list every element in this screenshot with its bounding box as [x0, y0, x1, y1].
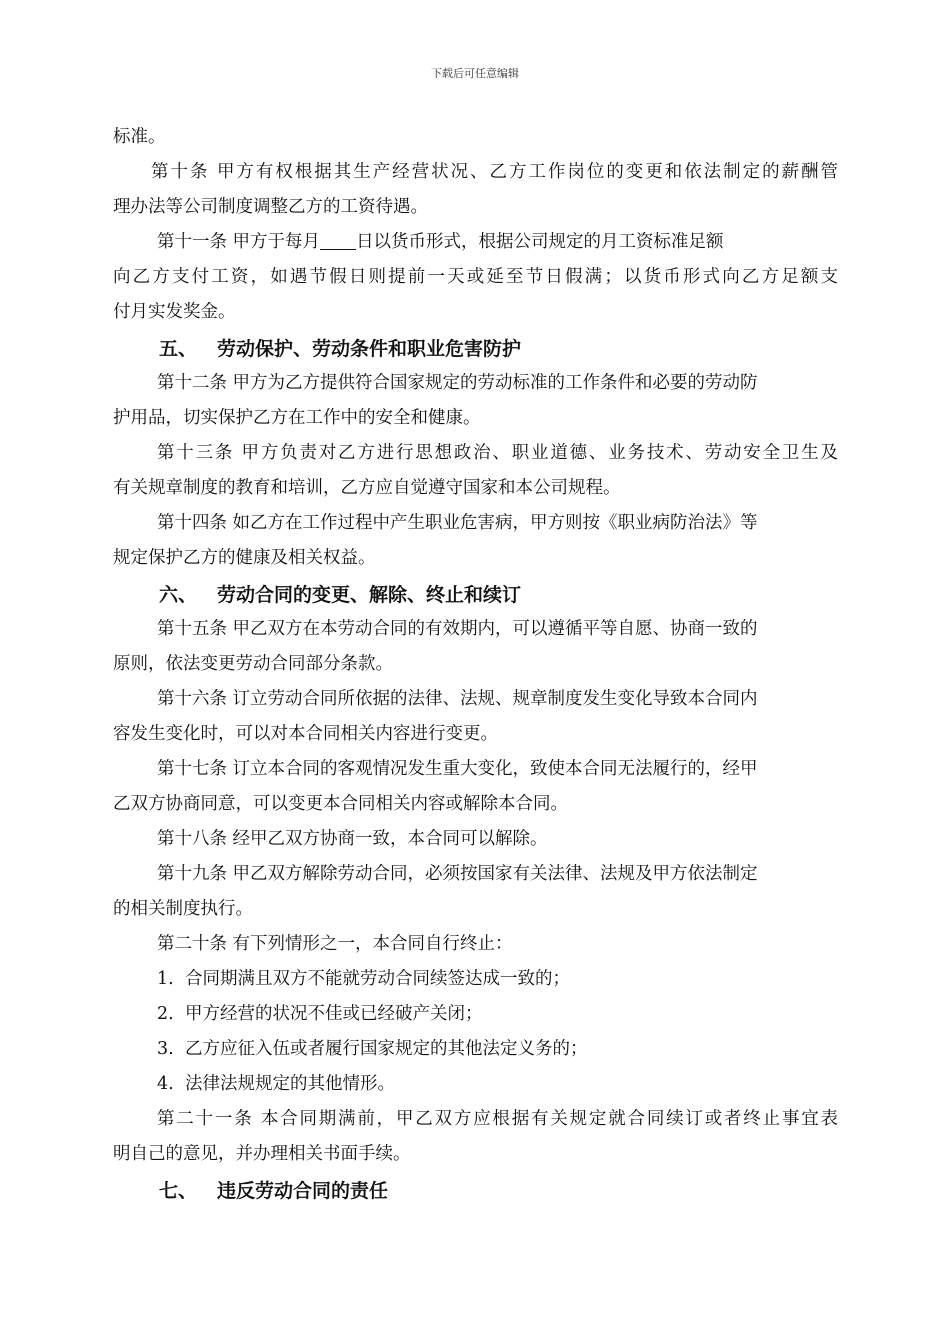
list-number: 1. [157, 969, 174, 989]
paragraph-line: 护用品，切实保护乙方在工作中的安全和健康。 [113, 408, 481, 428]
section-heading-7 [113, 1172, 838, 1208]
paragraph-line: 向乙方支付工资，如遇节假日则提前一天或延至节日假满；以货币形式向乙方足额支 [113, 267, 838, 287]
article-21-line: 第二十一条 本合同期满前，甲乙双方应根据有关规定就合同续订或者终止事宜表 [157, 1109, 838, 1129]
document-body [113, 120, 838, 1208]
article-20-line: 第二十条 有下列情形之一，本合同自行终止： [157, 934, 513, 954]
list-text: 法律法规规定的其他情形。 [185, 1074, 395, 1094]
paragraph-line: 理办法等公司制度调整乙方的工资待遇。 [113, 197, 428, 217]
article-19-line: 第十九条 甲乙双方解除劳动合同，必须按国家有关法律、法规及甲方依法制定 [157, 864, 758, 884]
list-item [113, 1067, 838, 1102]
list-text: 乙方应征入伍或者履行国家规定的其他法定义务的； [185, 1039, 588, 1059]
article-14-line: 第十四条 如乙方在工作过程中产生职业危害病，甲方则按《职业病防治法》等 [157, 513, 758, 533]
section-title: 劳动合同的变更、解除、终止和续订 [217, 584, 522, 606]
section-heading-6 [113, 576, 838, 612]
list-item [113, 1032, 838, 1067]
list-text: 合同期满且双方不能就劳动合同续签达成一致的； [185, 969, 570, 989]
section-heading-5 [113, 330, 838, 366]
article-12-line: 第十二条 甲方为乙方提供符合国家规定的劳动标准的工作条件和必要的劳动防 [157, 373, 758, 393]
article-11-line [113, 225, 838, 260]
paragraph-line: 付月实发奖金。 [113, 302, 236, 322]
paragraph-line: 的相关制度执行。 [113, 899, 253, 919]
section-title: 劳动保护、劳动条件和职业危害防护 [217, 338, 522, 360]
article-13-line: 第十三条 甲方负责对乙方进行思想政治、职业道德、业务技术、劳动安全卫生及 [157, 443, 838, 463]
page-header: 下载后可任意编辑 [431, 67, 519, 80]
paragraph-line: 规定保护乙方的健康及相关权益。 [113, 548, 376, 568]
list-item [113, 962, 838, 997]
list-item [113, 997, 838, 1032]
list-text: 甲方经营的状况不佳或已经破产关闭； [185, 1004, 483, 1024]
section-number: 五、 [159, 338, 198, 360]
list-number: 2. [157, 1004, 174, 1024]
paragraph-line: 原则，依法变更劳动合同部分条款。 [113, 654, 393, 674]
section-number: 七、 [159, 1180, 198, 1202]
article-18-line: 第十八条 经甲乙双方协商一致，本合同可以解除。 [157, 829, 548, 849]
section-number: 六、 [159, 584, 198, 606]
paragraph-line: 明自己的意见，并办理相关书面手续。 [113, 1144, 411, 1164]
section-title: 违反劳动合同的责任 [217, 1180, 389, 1202]
date-blank [320, 229, 356, 250]
article-11-text-b: 日以货币形式，根据公司规定的月工资标准足额 [356, 232, 724, 252]
paragraph-line: 容发生变化时，可以对本合同相关内容进行变更。 [113, 724, 498, 744]
article-11-text-a: 第十一条 甲方于每月 [157, 232, 321, 252]
list-number: 3. [157, 1039, 174, 1059]
list-number: 4. [157, 1074, 174, 1094]
article-17-line: 第十七条 订立本合同的客观情况发生重大变化，致使本合同无法履行的，经甲 [157, 759, 758, 779]
article-16-line: 第十六条 订立劳动合同所依据的法律、法规、规章制度发生变化导致本合同内 [157, 689, 758, 709]
paragraph-line: 有关规章制度的教育和培训，乙方应自觉遵守国家和本公司规程。 [113, 478, 621, 498]
article-10-line: 第十条 甲方有权根据其生产经营状况、乙方工作岗位的变更和依法制定的薪酬管 [151, 162, 838, 182]
paragraph-line: 标准。 [113, 127, 166, 147]
article-15-line: 第十五条 甲乙双方在本劳动合同的有效期内，可以遵循平等自愿、协商一致的 [157, 619, 758, 639]
paragraph-line: 乙双方协商同意，可以变更本合同相关内容或解除本合同。 [113, 794, 568, 814]
